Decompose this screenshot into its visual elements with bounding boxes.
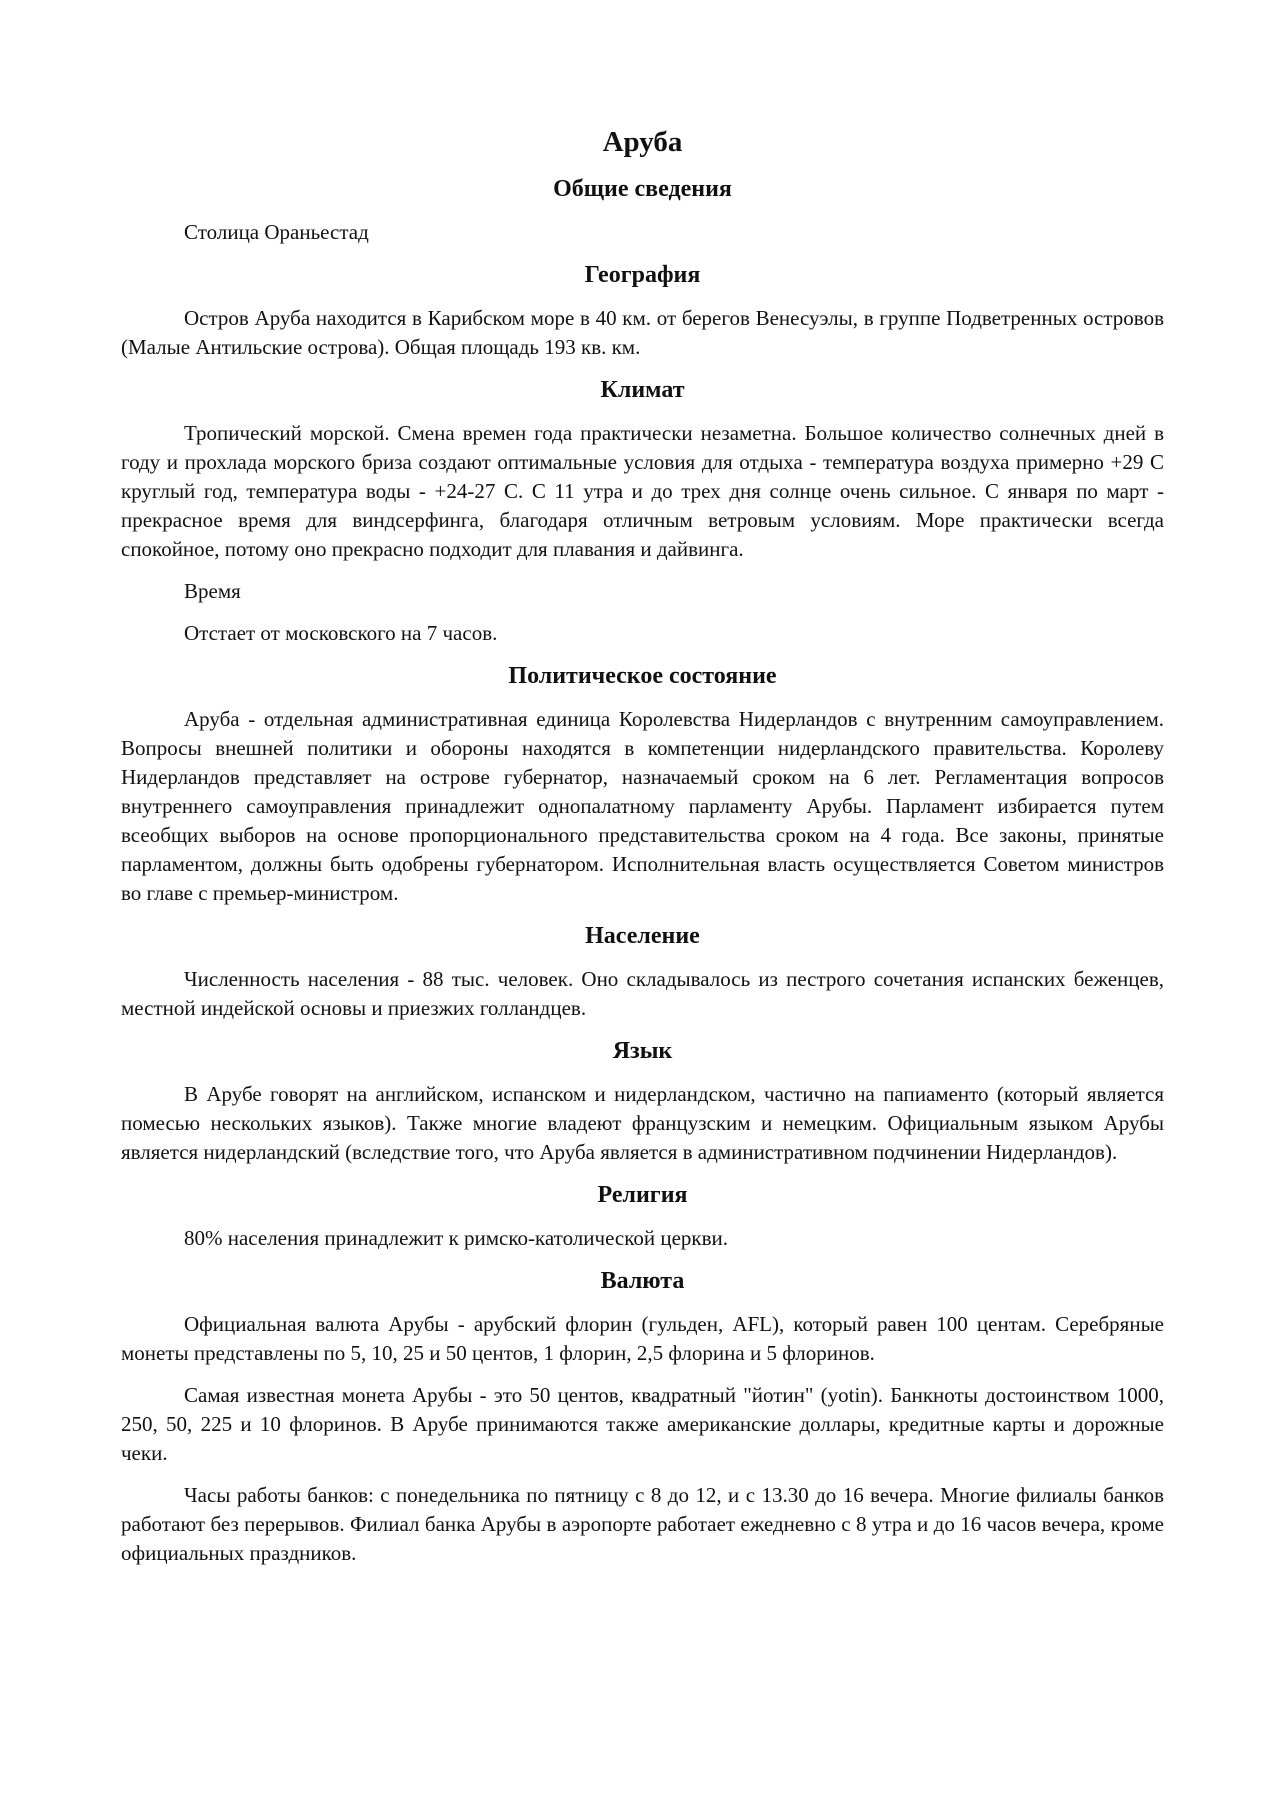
paragraph: В Арубе говорят на английском, испанском и нидерландском, частично на папиаменто (который является помесью нескольких языков). Также многие владеют французским и немецким. Официальным языком Арубы является нидерландский (вследствие того, что Аруба является в административном подчинении Нидерландов). <box>121 1082 1164 1164</box>
paragraph: Время <box>184 579 241 603</box>
paragraph: 80% населения принадлежит к римско-католической церкви. <box>184 1226 729 1250</box>
document-body <box>121 174 1164 1568</box>
paragraph: Остров Аруба находится в Карибском море в 40 км. от берегов Венесуэлы, в группе Подветренных островов (Малые Антильские острова). Общая площадь 193 кв. км. <box>121 306 1164 359</box>
section-heading: Климат <box>600 377 685 403</box>
document-title: Аруба <box>602 126 683 158</box>
paragraph: Часы работы банков: с понедельника по пятницу с 8 до 12, и с 13.30 до 16 вечера. Многие филиалы банков работают без перерывов. Филиал банка Арубы в аэропорте работает ежедневно с 8 утра и до 16 часов вечера, кроме официальных праздников. <box>121 1483 1164 1565</box>
paragraph: Официальная валюта Арубы - арубский флорин (гульден, AFL), который равен 100 центам. Серебряные монеты представлены по 5, 10, 25 и 50 центов, 1 флорин, 2,5 флорина и 5 флоринов. <box>121 1312 1164 1365</box>
paragraph: Самая известная монета Арубы - это 50 центов, квадратный "йотин" (yotin). Банкноты достоинством 1000, 250, 50, 225 и 10 флоринов. В Арубе принимаются также американские доллары, кредитные карты и дорожные чеки. <box>121 1383 1164 1465</box>
section-heading: География <box>584 262 701 288</box>
paragraph: Столица Ораньестад <box>184 220 369 244</box>
section-heading: Валюта <box>600 1268 685 1294</box>
paragraph: Численность населения - 88 тыс. человек. Оно складывалось из пестрого сочетания испанских беженцев, местной индейской основы и приезжих голландцев. <box>121 967 1164 1020</box>
section-heading: Общие сведения <box>553 176 732 202</box>
paragraph: Тропический морской. Смена времен года практически незаметна. Большое количество солнечных дней в году и прохлада морского бриза создают оптимальные условия для отдыха - температура воздуха примерно +29 С круглый год, температура воды - +24-27 С. С 11 утра и до трех дня солнце очень сильное. С января по март - прекрасное время для виндсерфинга, благодаря отличным ветровым условиям. Море практически всегда спокойное, потому оно прекрасно подходит для плавания и дайвинга. <box>121 421 1164 561</box>
section-heading: Население <box>585 923 700 949</box>
document-page <box>121 124 1164 1581</box>
section-heading: Язык <box>612 1038 673 1064</box>
paragraph: Отстает от московского на 7 часов. <box>184 621 498 645</box>
section-heading: Политическое состояние <box>508 663 777 689</box>
paragraph: Аруба - отдельная административная единица Королевства Нидерландов с внутренним самоуправлением. Вопросы внешней политики и обороны находятся в компетенции нидерландского правительства. Королеву Нидерландов представляет на острове губернатор, назначаемый сроком на 6 лет. Регламентация вопросов внутреннего самоуправления принадлежит однопалатному парламенту Арубы. Парламент избирается путем всеобщих выборов на основе пропорционального представительства сроком на 4 года. Все законы, принятые парламентом, должны быть одобрены губернатором. Исполнительная власть осуществляется Советом министров во главе с премьер-министром. <box>121 707 1164 905</box>
section-heading: Религия <box>597 1182 688 1208</box>
